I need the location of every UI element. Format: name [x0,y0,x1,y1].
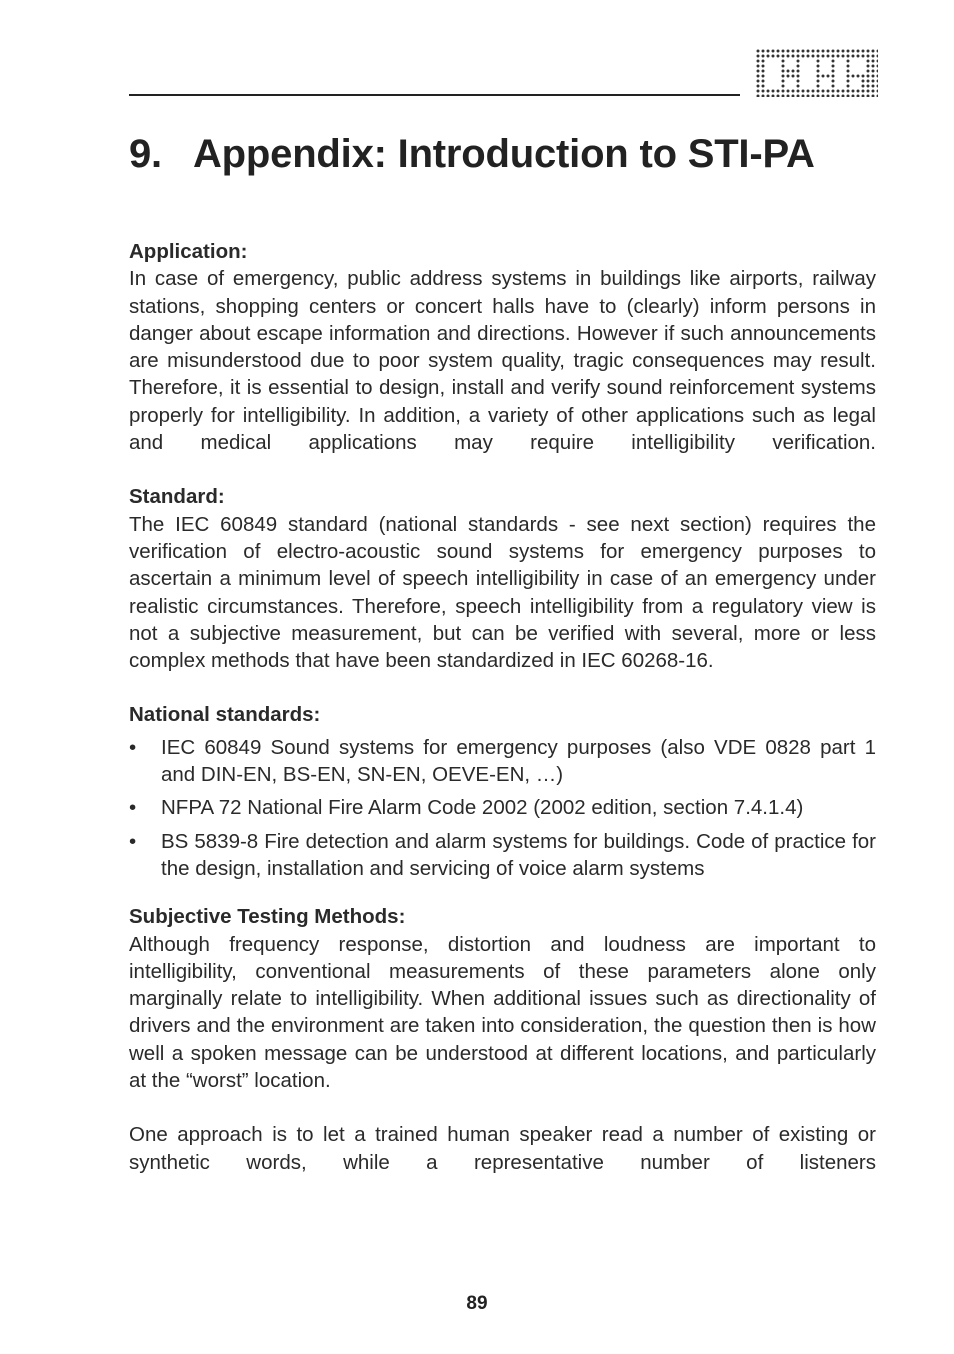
logo-dot [797,70,800,73]
logo-dot [757,80,760,83]
logo-dot [877,95,879,98]
logo-dot [867,50,870,53]
logo-dot [777,90,780,93]
logo-dot [762,90,765,93]
logo-dot [797,85,800,88]
logo-dot [827,50,830,53]
logo-dot [802,90,805,93]
logo-dot [852,95,855,98]
logo-dot [772,90,775,93]
list-item [129,734,876,789]
logo-dot [872,75,875,78]
page-title [129,132,815,177]
logo-dot [847,60,850,63]
logo-dot [832,50,835,53]
logo-dot [777,55,780,58]
logo-dot [862,55,865,58]
logo-dot [862,80,865,83]
logo-dot [837,50,840,53]
bullet-icon: • [129,796,137,820]
standard-heading: Standard: [129,485,225,509]
logo-dot [762,50,765,53]
logo-dot [772,55,775,58]
logo-dot [842,95,845,98]
logo-dot [867,95,870,98]
logo-dot [832,60,835,63]
logo-dot [782,80,785,83]
logo-dot [847,55,850,58]
logo-dot [827,95,830,98]
list-item-text: IEC 60849 Sound systems for emergency purposes (also VDE 0828 part 1 and DIN-EN, BS-EN, SN-EN, OEVE-EN, …) [161,735,876,787]
logo-dot [837,90,840,93]
logo-dot [857,95,860,98]
logo-dot [812,95,815,98]
logo-dot [817,70,820,73]
logo-dot [802,50,805,53]
logo-dot [797,75,800,78]
logo-dot [807,50,810,53]
logo-dot [812,55,815,58]
logo-dot [867,55,870,58]
logo-dot [802,55,805,58]
logo-dot [867,80,870,83]
logo-dot [877,55,879,58]
logo-dot [792,75,795,78]
application-paragraph: In case of emergency, public address systems in buildings like airports, railway stations, shopping centers or concert halls have to (clearly) inform persons in danger about escape information and directions. However if such announcements are misunderstood due to poor system quality, tragic consequences may result. Therefore, it is essential to design, install and verify sound reinforcement systems properly for intelligibility. In addition, a variety of other applications such as legal and medical applications may require intelligibility verification. [129,267,876,455]
logo-dot [807,95,810,98]
logo-dot [792,50,795,53]
logo-dot [832,90,835,93]
list-item [129,828,876,883]
logo-dot [817,65,820,68]
logo-dot [762,55,765,58]
logo-dot [862,75,865,78]
logo-dot [762,70,765,73]
list-item-text: NFPA 72 National Fire Alarm Code 2002 (2002 edition, section 7.4.1.4) [161,796,804,820]
logo-dot [797,60,800,63]
logo-dot [847,75,850,78]
logo-dot [792,95,795,98]
logo-dot [757,50,760,53]
logo-dot [872,80,875,83]
company-logo-icon [756,49,878,97]
logo-dot [787,95,790,98]
logo-dot [777,95,780,98]
logo-dot [847,80,850,83]
logo-dot [782,95,785,98]
logo-dot [822,90,825,93]
logo-dot [857,75,860,78]
logo-dot [807,55,810,58]
section-national-standards [129,701,876,882]
logo-dot [782,75,785,78]
logo-dot [787,50,790,53]
logo-dot [812,90,815,93]
logo-dot [872,65,875,68]
logo-dot [862,95,865,98]
logo-dot [857,55,860,58]
logo-dot [842,90,845,93]
logo-dot [857,50,860,53]
logo-dot [767,50,770,53]
logo-dot [787,55,790,58]
logo-dot [822,75,825,78]
application-heading: Application: [129,240,248,263]
page-content [129,238,876,1203]
logo-dot [797,50,800,53]
logo-dot [817,85,820,88]
logo-dot [782,85,785,88]
subjective-testing-paragraph-2: One approach is to let a trained human speaker read a number of existing or synthetic words, while a representative number of listeners [129,1123,876,1174]
logo-dot [772,95,775,98]
logo-dot [877,90,879,93]
logo-dot [877,80,879,83]
logo-dot [847,65,850,68]
logo-dot [842,55,845,58]
logo-dot [757,65,760,68]
logo-dot [872,95,875,98]
chapter-title: Appendix: Introduction to STI-PA [193,132,815,176]
section-application [129,238,876,456]
logo-dot [852,90,855,93]
list-item-text: BS 5839-8 Fire detection and alarm systems for buildings. Code of practice for the design, installation and servicing of voice alarm systems [161,829,876,880]
logo-dot [832,55,835,58]
logo-dot [872,70,875,73]
logo-dot [782,70,785,73]
logo-dot [757,70,760,73]
logo-dot [762,60,765,63]
section-standard [129,483,876,674]
logo-dot [867,60,870,63]
logo-dot [877,75,879,78]
subjective-testing-heading: Subjective Testing Methods: [129,905,406,929]
logo-dot [827,55,830,58]
logo-dot [817,75,820,78]
logo-dot [872,60,875,63]
bullet-icon: • [129,829,137,853]
section-subjective-testing [129,903,876,1176]
logo-dot [832,95,835,98]
logo-dot [817,50,820,53]
logo-dot [847,95,850,98]
logo-dot [757,75,760,78]
logo-dot [782,50,785,53]
logo-dot [827,90,830,93]
logo-dot [877,60,879,63]
logo-dot [872,55,875,58]
logo-dot [797,80,800,83]
logo-dot [817,95,820,98]
logo-dot [767,90,770,93]
logo-dot [817,60,820,63]
logo-dot [877,85,879,88]
logo-dot [877,65,879,68]
national-standards-list [129,734,876,882]
logo-dot [827,75,830,78]
logo-dot [847,85,850,88]
logo-dot [867,70,870,73]
logo-dot [812,50,815,53]
logo-dot [862,90,865,93]
standard-paragraph: The IEC 60849 standard (national standards - see next section) requires the verification of electro-acoustic sound systems for emergency purposes to ascertain a minimum level of speech intelligibility in case of an emergency under realistic circumstances. Therefore, speech intelligibility from a regulatory view is not a subjective measurement, but can be verified with several, more or less complex methods that have been standardized in IEC 60268-16. [129,512,876,673]
logo-dot [762,85,765,88]
logo-dot [867,85,870,88]
logo-dot [797,65,800,68]
logo-dot [797,95,800,98]
logo-dot [847,90,850,93]
bullet-icon: • [129,735,137,759]
logo-dot [757,55,760,58]
logo-dot [872,85,875,88]
logo-dot [842,50,845,53]
logo-dot [797,90,800,93]
logo-dot [822,95,825,98]
logo-dot [762,65,765,68]
logo-dot [872,50,875,53]
logo-dot [877,50,879,53]
logo-dot [792,90,795,93]
logo-dot [822,55,825,58]
logo-dot [852,75,855,78]
logo-dot [862,85,865,88]
logo-dot [782,65,785,68]
logo-dot [802,95,805,98]
logo-dot [777,50,780,53]
logo-dot [782,55,785,58]
page-number: 89 [466,1293,488,1314]
logo-dot [837,55,840,58]
logo-dot [787,90,790,93]
logo-dot [807,90,810,93]
logo-dot [767,55,770,58]
logo-dot [832,70,835,73]
logo-dot [762,80,765,83]
logo-dot [792,55,795,58]
logo-dot [872,90,875,93]
logo-dot [847,50,850,53]
list-item [129,794,876,821]
logo-dot [797,55,800,58]
logo-dot [832,75,835,78]
chapter-number: 9. [129,132,162,176]
logo-dot [757,60,760,63]
logo-dot [847,70,850,73]
logo-dot [857,90,860,93]
logo-dot [757,85,760,88]
logo-dot [817,90,820,93]
logo-dot [757,95,760,98]
logo-dot [832,85,835,88]
logo-dot [762,75,765,78]
logo-dot [867,65,870,68]
logo-dot [757,90,760,93]
logo-dot [767,95,770,98]
logo-dot [852,55,855,58]
logo-dot [877,70,879,73]
logo-dot [817,80,820,83]
logo-dot [837,95,840,98]
logo-dot [787,70,790,73]
logo-dot [867,90,870,93]
logo-dot [817,55,820,58]
logo-dot [772,50,775,53]
logo-dot [862,50,865,53]
logo-dot [792,70,795,73]
subjective-testing-paragraph: Although frequency response, distortion and loudness are important to intelligibility, conventional measurements of these parameters alone only marginally relate to intelligibility. When additional issues such as directionality of drivers and the environment are taken into consideration, the question then is how well a spoken message can be understood at different locations, and particularly at the “worst” location. [129,932,876,1093]
national-standards-heading: National standards: [129,703,321,727]
header-rule [129,94,740,96]
logo-dot [867,75,870,78]
logo-dot [782,90,785,93]
logo-dot [832,65,835,68]
logo-dot [822,50,825,53]
logo-dot [787,75,790,78]
logo-dot [782,60,785,63]
logo-dot [762,95,765,98]
logo-dot [852,50,855,53]
logo-dot [832,80,835,83]
